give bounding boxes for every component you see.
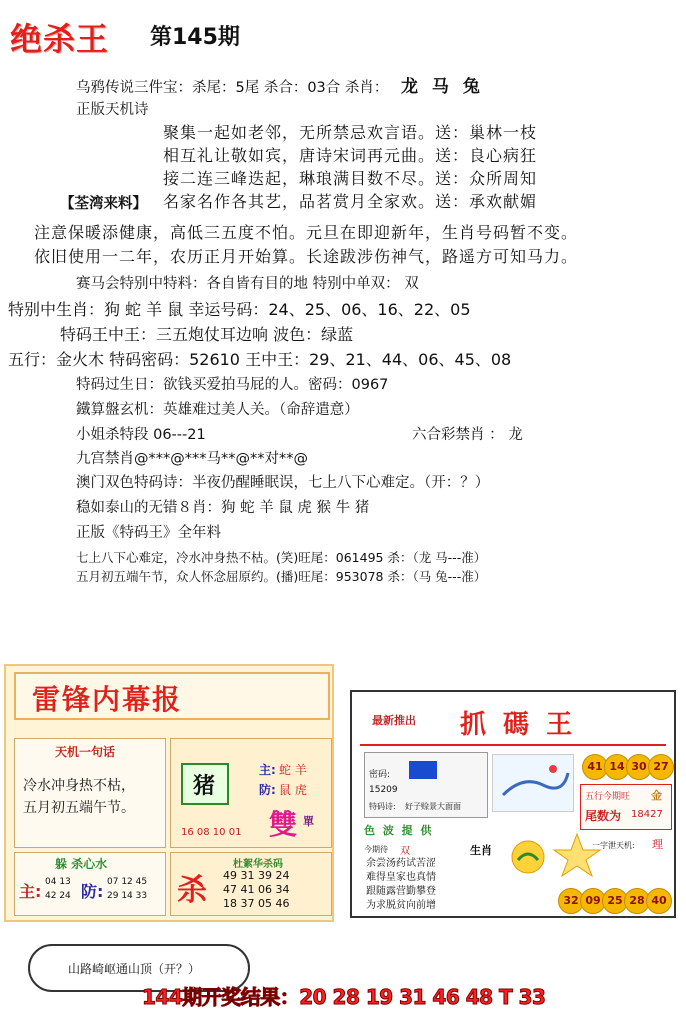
tema-value: 好子赊景大面面 <box>405 802 461 811</box>
pig-char: 猪 <box>193 774 216 799</box>
poem-line-2: 相互礼让敬如宾，唐诗宋词再元曲。送：良心病狂 <box>163 146 538 165</box>
poem-line-4: 名家名作各其艺，品茗赏月全家欢。送：承欢献媚 <box>163 192 538 211</box>
line-wuya <box>76 72 484 97</box>
grid-cell: 39 <box>258 869 272 882</box>
verse-2: 难得皇家也真情 <box>366 872 436 883</box>
leifeng-title-box <box>14 672 330 720</box>
lingqi-label: 今期待 <box>364 845 388 854</box>
verse-3: 跟随露营勤攀登 <box>366 886 436 897</box>
zhuama-header <box>360 696 666 746</box>
zhuama-tag: 最新推出 <box>372 714 416 727</box>
line-saima: 赛马会特别中特料：各自皆有目的地 特别中单双： 双 <box>76 276 419 292</box>
mima-box <box>364 752 488 818</box>
wuxing-label: 五行今期旺 <box>585 792 631 802</box>
tema-label: 特码诗: <box>369 802 396 811</box>
ping-nums: 16 08 10 01 <box>181 827 242 838</box>
line-tebie-shengxiao: 特别中生肖：狗 蛇 羊 鼠 幸运号码：24、25、06、16、22、05 <box>8 300 471 319</box>
top-ball: 30 <box>626 754 652 780</box>
grid-cell: 05 <box>258 897 272 910</box>
brand-title: 绝杀王 <box>10 20 110 58</box>
line-xiaojie: 小姐杀特段 06---21 <box>76 427 206 443</box>
para-2: 依旧使用一二年，农历正月开始算。长途跋涉伤神气，路遥方可知马力。 <box>34 247 579 266</box>
wuxing-box <box>580 784 672 830</box>
sun-icon <box>498 832 558 882</box>
zhu-label-2: 主: <box>19 882 42 901</box>
bottom-ball: 32 <box>558 888 584 914</box>
section-title: 【荃湾来料】 <box>60 196 147 212</box>
grid-cell: 34 <box>275 883 290 896</box>
zhu-label: 主: <box>259 763 276 777</box>
tianji-poem-1: 冷水冲身热不枯， <box>23 778 135 794</box>
grid-cell: 24 <box>275 869 290 882</box>
bottom-ball: 40 <box>646 888 672 914</box>
lingqi-value: 双 <box>400 846 410 857</box>
wuxing-value: 金 <box>651 789 662 802</box>
line-wuxing: 五行：金火木 特码密码：52610 王中王：29、21、44、06、45、08 <box>8 350 512 369</box>
yizi-value: 理 <box>652 838 663 851</box>
horse-icon <box>493 755 573 811</box>
wuya-zodiac: 龙 马 兔 <box>401 77 484 97</box>
para-1: 注意保暖添健康，高低三五度不怕。元旦在即迎新年，生肖号码暂不变。 <box>34 223 579 242</box>
line-guoshengri: 特码过生日：欲钱买爱拍马屁的人。密码：0967 <box>76 377 389 393</box>
leifeng-panel <box>4 664 334 922</box>
fang-nums-2: 29 14 33 <box>107 891 148 901</box>
verse-4: 为求脱贫向前增 <box>366 900 436 911</box>
sha-grid-row <box>223 883 290 897</box>
poem-line-1: 聚集一起如老邻，无所禁忌欢言语。送：巢林一枝 <box>163 123 538 142</box>
top-ball: 14 <box>604 754 630 780</box>
sha-grid-row <box>223 897 290 911</box>
weishu-value: 18427 <box>631 809 663 820</box>
tianji-poem-2: 五月初五端午节。 <box>23 800 135 816</box>
yizi-label: 一字泄天机: <box>592 841 635 850</box>
weishu-label: 尾数为 <box>585 809 622 823</box>
line-tiesuanpan: 鐵算盤玄机：英雄难过美人关。（命辞遣意） <box>76 402 359 418</box>
top-ball: 41 <box>582 754 608 780</box>
mima-label: 密码: <box>369 770 391 780</box>
fang-label: 防: <box>259 783 276 797</box>
line-temawang: 特码王中王：三五炮仗耳边响 波色：绿蓝 <box>60 325 354 344</box>
bottom-ball: 28 <box>624 888 650 914</box>
zhu-value: 蛇 羊 <box>279 763 307 777</box>
line-jiugong: 九宫禁肖@***@***马**@**对**@ <box>76 451 308 467</box>
tianji-box <box>14 738 166 848</box>
fang-nums-1: 07 12 45 <box>107 877 148 887</box>
sha-grid-row <box>223 869 290 883</box>
leifeng-title: 雷锋内幕报 <box>32 683 183 716</box>
dan-char: 單 <box>303 815 314 828</box>
grid-cell: 06 <box>258 883 272 896</box>
sha-grid <box>223 869 290 911</box>
grid-cell: 46 <box>275 897 290 910</box>
tag-row: 色 波 提 供 <box>364 824 434 837</box>
zhu-nums-2: 42 24 <box>45 891 71 901</box>
line-quannian: 正版《特码王》全年料 <box>76 525 221 541</box>
poem-line-3: 接二连三峰迭起，琳琅满目数不尽。送：众所周知 <box>163 169 538 188</box>
logo-icon <box>409 761 437 779</box>
grid-cell: 49 <box>223 869 237 882</box>
pig-box <box>181 763 229 805</box>
sha-box <box>170 852 332 916</box>
sha-group-title: 杜絮华杀码 <box>233 859 283 870</box>
bottom-ball: 09 <box>580 888 606 914</box>
line-liuhecai: 六合彩禁肖 ： 龙 <box>412 427 523 443</box>
verse-1: 余尝汤药试苦涩 <box>366 858 436 869</box>
grid-cell: 18 <box>223 897 237 910</box>
bottom-ball: 25 <box>602 888 628 914</box>
mima-value: 15209 <box>369 785 398 795</box>
fang-value: 鼠 虎 <box>279 783 307 797</box>
line-wenru: 稳如泰山的无错８肖：狗 蛇 羊 鼠 虎 猴 牛 猪 <box>76 500 370 516</box>
zhu-nums-1: 04 13 <box>45 877 71 887</box>
wuya-text: 乌鸦传说三件宝：杀尾：5尾 杀合：03合 杀肖： <box>76 80 389 96</box>
star-icon <box>552 832 602 878</box>
sha-char: 杀 <box>177 873 207 908</box>
lottery-result: 144期开奖结果：20 28 19 31 46 48 T 33 <box>142 985 546 1009</box>
shaxin-title: 躲 杀心水 <box>55 857 108 871</box>
shuang-char: 雙 <box>269 808 298 841</box>
zhuama-title: 抓 碼 王 <box>460 710 577 740</box>
grid-cell: 47 <box>223 883 237 896</box>
cloud-text: 山路崎岖通山顶（开？） <box>68 962 201 976</box>
zhuamawang-panel <box>350 690 676 918</box>
shaxin-box <box>14 852 166 916</box>
shengxiao-label: 生肖 <box>470 844 492 857</box>
grid-cell: 37 <box>240 897 255 910</box>
zodiac-box <box>170 738 332 848</box>
tianji-title: 天机一句话 <box>55 745 116 759</box>
grid-cell: 31 <box>240 869 255 882</box>
line-aomen: 澳门双色特码诗：半夜仍醒睡眠误，七上八下心难定。（开：？） <box>76 475 490 491</box>
fang-label-2: 防: <box>81 882 104 901</box>
horse-illustration <box>492 754 574 812</box>
top-ball: 27 <box>648 754 674 780</box>
line-tianji: 正版天机诗 <box>76 102 149 118</box>
issue-number: 第145期 <box>150 25 240 50</box>
line-small-2: 五月初五端午节，众人怀念屈原约。(播)旺尾：953078 杀：（马 兔---准） <box>76 569 487 584</box>
grid-cell: 41 <box>240 883 255 896</box>
line-small-1: 七上八下心难定，冷水冲身热不枯。(笑)旺尾：061495 杀：（龙 马---准） <box>76 550 487 565</box>
